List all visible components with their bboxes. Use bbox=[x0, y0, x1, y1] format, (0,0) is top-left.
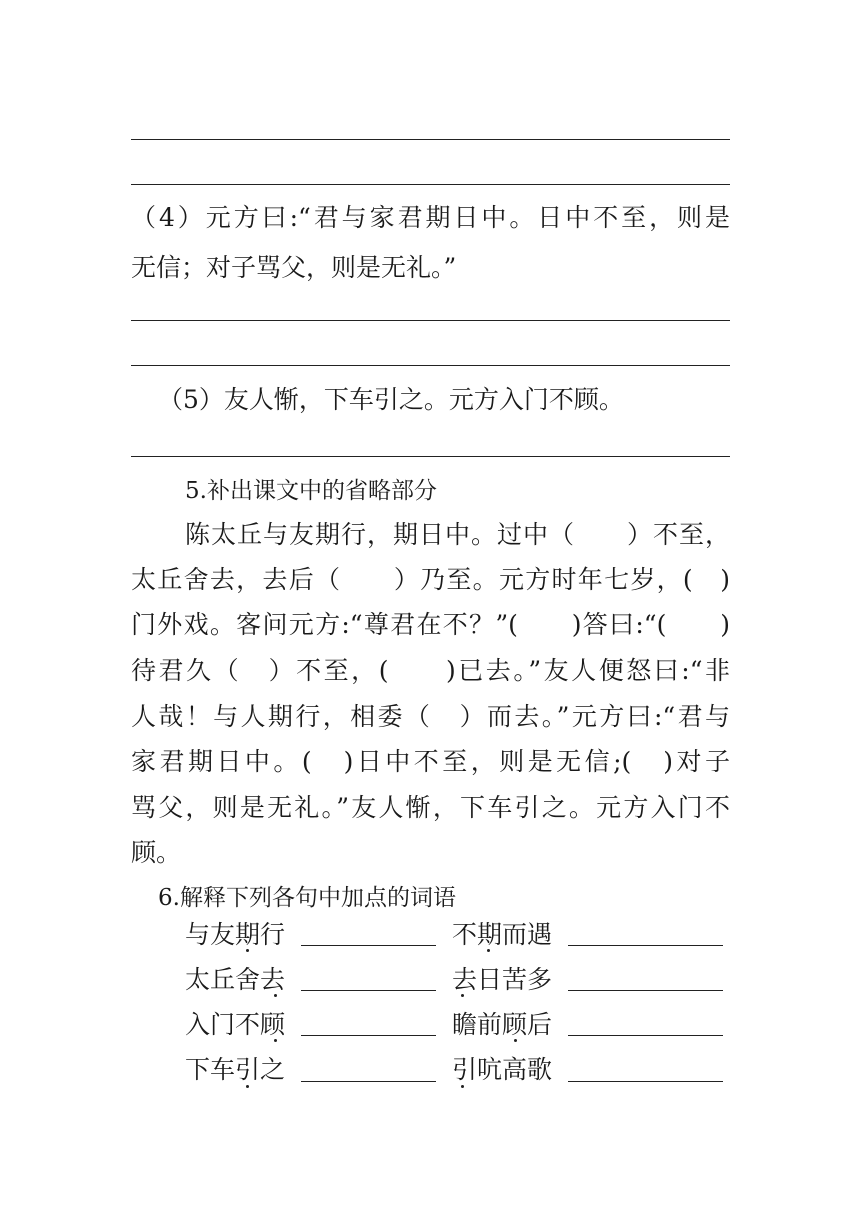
passage-line: 家君期日中。( )日中不至，则是无信;( )对子 bbox=[131, 747, 730, 776]
vocab-phrase: 入门不顾 bbox=[185, 1010, 286, 1039]
answer-blank[interactable] bbox=[301, 990, 436, 991]
answer-blank[interactable] bbox=[568, 945, 723, 946]
emphasis-dot bbox=[246, 949, 249, 952]
answer-line[interactable] bbox=[131, 139, 730, 140]
answer-line[interactable] bbox=[131, 365, 730, 366]
emphasis-dot bbox=[246, 1085, 249, 1088]
passage-line: 顾。 bbox=[131, 838, 182, 867]
answer-blank[interactable] bbox=[568, 1035, 723, 1036]
vocab-phrase: 去日苦多 bbox=[452, 965, 553, 994]
answer-blank[interactable] bbox=[301, 1035, 436, 1036]
vocab-phrase: 下车引之 bbox=[185, 1055, 286, 1084]
answer-line[interactable] bbox=[131, 456, 730, 457]
answer-line[interactable] bbox=[131, 184, 730, 185]
q4-line: 无信；对子骂父，则是无礼。” bbox=[131, 253, 457, 282]
vocab-phrase: 瞻前顾后 bbox=[452, 1010, 553, 1039]
emphasis-dot bbox=[461, 994, 464, 997]
emphasis-dot bbox=[274, 1039, 277, 1042]
answer-blank[interactable] bbox=[301, 1081, 436, 1082]
vocab-phrase: 引吭高歌 bbox=[452, 1055, 553, 1084]
answer-blank[interactable] bbox=[301, 945, 436, 946]
passage-line: 陈太丘与友期行，期日中。过中（ ）不至， bbox=[185, 520, 730, 549]
emphasis-dot bbox=[487, 949, 490, 952]
answer-blank[interactable] bbox=[568, 990, 723, 991]
q5-line: （5）友人惭，下车引之。元方入门不顾。 bbox=[158, 385, 624, 414]
answer-line[interactable] bbox=[131, 320, 730, 321]
q4-line: （4）元方曰:“君与家君期日中。日中不至，则是 bbox=[131, 203, 730, 232]
vocab-phrase: 与友期行 bbox=[185, 920, 286, 949]
emphasis-dot bbox=[514, 1039, 517, 1042]
emphasis-dot bbox=[274, 994, 277, 997]
section-5-title: 5.补出课文中的省略部分 bbox=[185, 478, 437, 504]
passage-line: 太丘舍去，去后（ ）乃至。元方时年七岁，( ) bbox=[131, 565, 730, 594]
passage-line: 人哉！与人期行，相委（ ）而去。”元方曰:“君与 bbox=[131, 702, 730, 731]
vocab-phrase: 不期而遇 bbox=[452, 920, 553, 949]
emphasis-dot bbox=[461, 1085, 464, 1088]
vocab-phrase: 太丘舍去 bbox=[185, 965, 286, 994]
passage-line: 骂父，则是无礼。”友人惭，下车引之。元方入门不 bbox=[131, 793, 730, 822]
passage-line: 门外戏。客问元方:“尊君在不？”( )答曰:“( ) bbox=[131, 610, 730, 639]
passage-line: 待君久（ ）不至，( )已去。”友人便怒曰:“非 bbox=[131, 656, 730, 685]
section-6-title: 6.解释下列各句中加点的词语 bbox=[158, 885, 456, 911]
answer-blank[interactable] bbox=[568, 1081, 723, 1082]
